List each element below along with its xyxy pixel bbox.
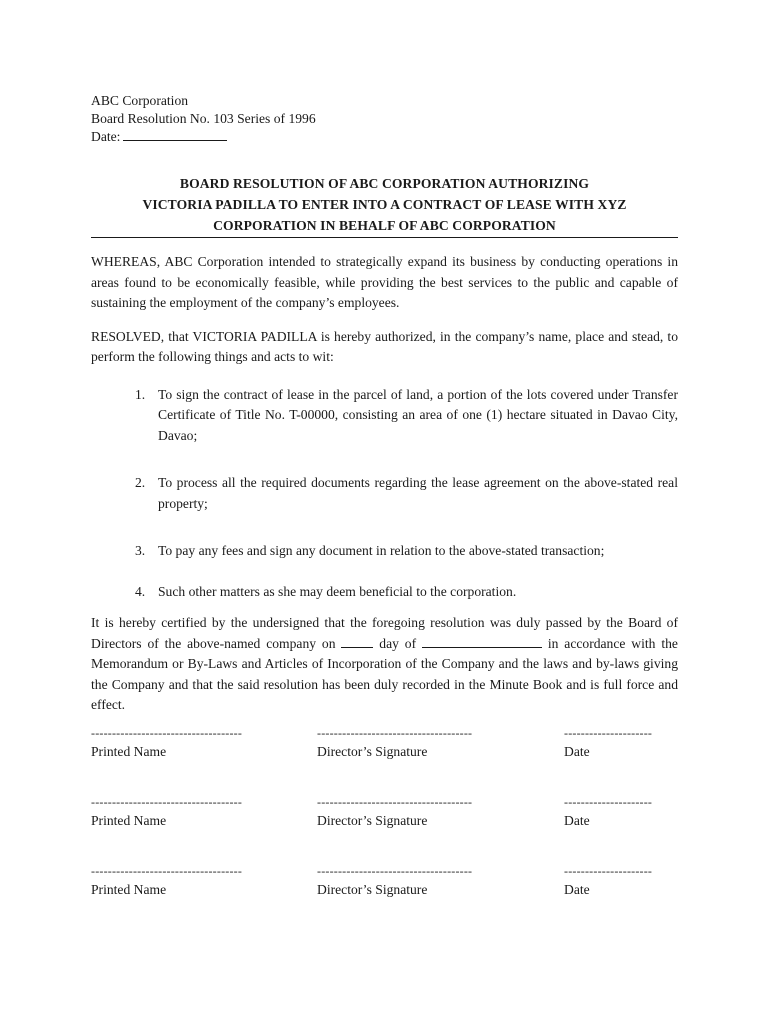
document-page — [91, 92, 678, 716]
signature-row — [91, 796, 691, 836]
list-item — [91, 473, 678, 514]
list-item-text: To process all the required documents regarding the lease agreement on the above-stated real property; — [158, 475, 678, 511]
date-label: Date — [564, 813, 590, 828]
certification-text-2: day of — [379, 635, 417, 651]
authorized-acts-list — [91, 385, 678, 603]
date-label: Date: — [91, 129, 121, 144]
signature-line: ------------------------------------- — [317, 796, 473, 808]
printed-name-column — [91, 727, 242, 761]
signature-row — [91, 865, 691, 905]
signature-line: ------------------------------------ — [91, 865, 243, 877]
printed-name-label: Printed Name — [91, 813, 167, 828]
date-column — [564, 727, 652, 761]
date-blank-field — [123, 128, 227, 141]
list-item-number: 2. — [135, 475, 146, 490]
director-signature-column — [317, 865, 472, 899]
whereas-clause: WHEREAS, ABC Corporation intended to strategically expand its business by conducting operations in areas found to be economically feasible, while providing the best services to the public and capable of sustaining the employment of the company’s employees. — [91, 254, 678, 310]
company-name: ABC Corporation — [91, 93, 189, 108]
certification-clause — [91, 613, 678, 716]
list-item-text: To pay any fees and sign any document in relation to the above-stated transaction; — [158, 543, 605, 558]
day-blank-field — [341, 635, 373, 648]
certification-text-3: in accordance with the Memorandum or By-Laws and Articles of Incorporation of the Company and the laws and by-laws giving the Company and that the said resolution has been duly recorded in the Minute Book and is full force and effect. — [91, 635, 678, 712]
director-signature-column — [317, 727, 472, 761]
list-item-text: Such other matters as she may deem beneficial to the corporation. — [158, 583, 517, 599]
signature-line: --------------------- — [564, 865, 653, 877]
list-item-number: 1. — [135, 386, 146, 402]
title-underline — [91, 236, 678, 238]
printed-name-label: Printed Name — [91, 882, 167, 897]
resolved-clause: RESOLVED, that VICTORIA PADILLA is hereby authorized, in the company’s name, place and stead, to perform the following things and acts to wit: — [91, 328, 678, 364]
date-label: Date — [564, 744, 590, 759]
resolution-title — [91, 173, 678, 236]
list-item — [91, 541, 678, 562]
title-line-3: CORPORATION IN BEHALF OF ABC CORPORATION — [213, 218, 556, 233]
signature-line: --------------------- — [564, 796, 653, 808]
date-line — [91, 128, 678, 146]
signature-line: ------------------------------------- — [317, 865, 473, 877]
list-item — [91, 582, 678, 603]
list-item — [91, 385, 678, 447]
signature-line: ------------------------------------- — [317, 727, 473, 739]
date-column — [564, 865, 652, 899]
month-blank-field — [422, 635, 542, 648]
printed-name-column — [91, 865, 242, 899]
printed-name-column — [91, 796, 242, 830]
list-item-text: To sign the contract of lease in the parcel of land, a portion of the lots covered under Transfer Certificate of Title No. T-00000, consisting an area of one (1) hectare situated in Davao City, Davao; — [158, 386, 678, 443]
signature-line: ------------------------------------ — [91, 727, 243, 739]
director-signature-label: Director’s Signature — [317, 882, 428, 897]
signature-line: --------------------- — [564, 727, 653, 739]
certification-text-1: It is hereby certified by the undersigned that the foregoing resolution was duly passed by the Board of Directors of the above-named company on — [91, 615, 678, 651]
director-signature-column — [317, 796, 472, 830]
printed-name-label: Printed Name — [91, 744, 167, 759]
title-line-2: VICTORIA PADILLA TO ENTER INTO A CONTRACT OF LEASE WITH XYZ — [142, 197, 627, 212]
list-item-number: 4. — [135, 583, 146, 599]
title-line-1: BOARD RESOLUTION OF ABC CORPORATION AUTHORIZING — [179, 176, 590, 191]
director-signature-label: Director’s Signature — [317, 813, 428, 828]
signature-line: ------------------------------------ — [91, 796, 243, 808]
resolution-number: Board Resolution No. 103 Series of 1996 — [91, 111, 316, 126]
list-item-number: 3. — [135, 543, 146, 558]
date-label: Date — [564, 882, 590, 897]
director-signature-label: Director’s Signature — [317, 744, 428, 759]
signature-row — [91, 727, 691, 767]
date-column — [564, 796, 652, 830]
